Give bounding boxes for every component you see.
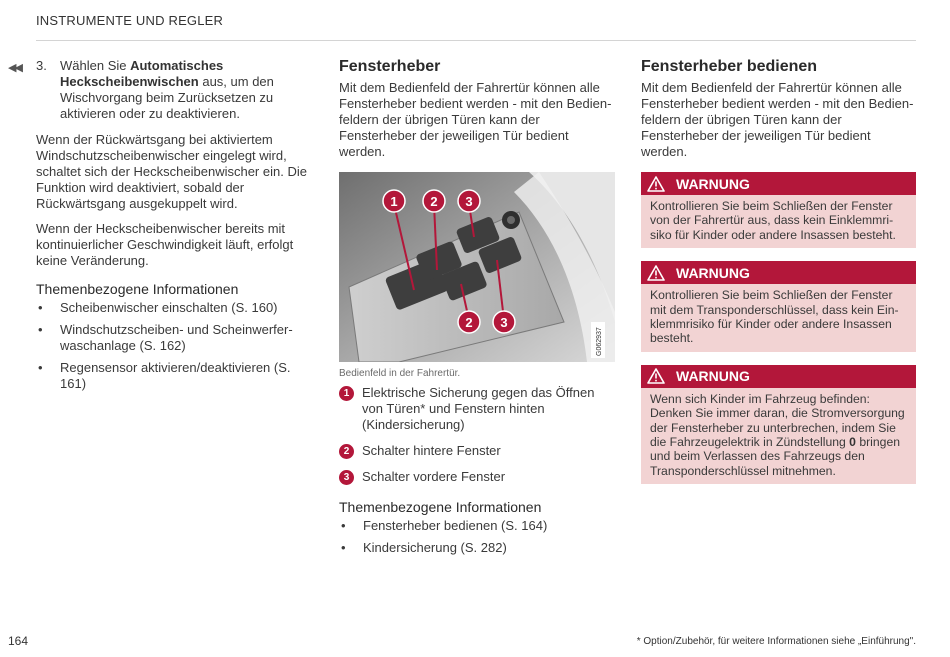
ignition-position: 0 xyxy=(849,435,856,450)
warning-triangle-icon xyxy=(647,265,665,281)
figure-caption: Bedienfeld in der Fahrertür. xyxy=(339,368,461,379)
warning-box xyxy=(641,365,916,484)
header-divider xyxy=(36,40,916,41)
warning-header xyxy=(641,365,916,388)
warning-text xyxy=(641,388,916,484)
related-link[interactable]: • Regensensor aktivieren/deaktivieren (S. 161) xyxy=(36,360,308,392)
legend-item xyxy=(339,385,617,433)
legend-number-badge: 1 xyxy=(339,386,354,401)
column-right xyxy=(641,58,916,484)
step-text-before: Wählen Sie xyxy=(60,58,131,73)
legend-item xyxy=(339,469,617,485)
warning-triangle-icon xyxy=(647,368,665,384)
svg-text:3: 3 xyxy=(465,194,473,209)
related-info-heading: Themenbezogene Informationen xyxy=(36,281,239,297)
page-header-title: INSTRUMENTE UND REGLER xyxy=(36,13,224,28)
callout-marker-3-lower xyxy=(493,311,515,333)
svg-text:2: 2 xyxy=(430,194,438,209)
door-panel-figure xyxy=(339,172,615,362)
warning-header xyxy=(641,261,916,284)
column-middle xyxy=(339,58,617,562)
related-info-list xyxy=(36,300,308,392)
warning-title: WARNUNG xyxy=(676,368,750,385)
warning-text-after: bringen und beim Verlassen des Fahrzeugs den Transponderschlüssel mitnehmen. xyxy=(650,435,900,478)
step-option-name: Automatisches Heckscheibenwischen xyxy=(60,58,224,89)
callout-marker-1 xyxy=(383,190,405,212)
related-info-heading: Themenbezogene Informationen xyxy=(339,499,542,515)
svg-text:3: 3 xyxy=(500,315,508,330)
figure-legend xyxy=(339,385,617,485)
legend-text: Schalter vordere Fenster xyxy=(362,469,506,484)
warning-title: WARNUNG xyxy=(676,175,750,192)
figure-code: G062937 xyxy=(596,327,603,356)
door-panel-illustration xyxy=(339,172,615,362)
warning-header xyxy=(641,172,916,195)
column-left xyxy=(36,58,308,398)
warning-text-before: Wenn sich Kinder im Fahrzeug befinden: Denken Sie immer daran, die Stromversorgung der Fensterheber zu unterbrechen, indem Sie die Fahrzeugelektrik in Zündstellung xyxy=(650,391,905,450)
step-3 xyxy=(36,58,308,122)
step-number: 3. xyxy=(36,58,47,73)
legend-number-badge: 3 xyxy=(339,470,354,485)
related-link[interactable]: • Kindersicherung (S. 282) xyxy=(339,540,617,556)
legend-text: Elektrische Sicherung gegen das Öffnen von Türen* und Fenstern hinten (Kindersicherung) xyxy=(362,385,595,432)
related-info-list xyxy=(339,518,617,556)
svg-text:2: 2 xyxy=(465,315,473,330)
paragraph-reverse-gear: Wenn der Rückwärtsgang bei aktiviertem Windschutzscheibenwischer eingelegt wird, schaltet sich der Heckscheibenwischer ein. Die Funktion wird deaktiviert, sobald der Rückwärtsgang ausgekuppelt wird. xyxy=(36,132,307,211)
section-intro: Mit dem Bedienfeld der Fahrertür können alle Fensterheber bedient werden - mit den Bedienfeldern der übrigen Türen kann der Fensterheber der jeweiligen Tür bedient werden. xyxy=(339,80,612,159)
section-heading-fensterheber-bedienen: Fensterheber bedienen xyxy=(641,58,818,75)
callout-marker-3 xyxy=(458,190,480,212)
warning-text: Kontrollieren Sie beim Schließen der Fenster von der Fahrertür aus, dass kein Einklemmrisiko für Kinder oder andere Insassen besteht. xyxy=(650,199,896,242)
back-arrows-icon[interactable]: ◀◀ xyxy=(8,62,21,74)
warning-box xyxy=(641,261,916,352)
callout-marker-2-lower xyxy=(458,311,480,333)
section-intro: Mit dem Bedienfeld der Fahrertür können alle Fensterheber bedient werden - mit den Bedienfeldern der übrigen Türen kann der Fensterheber der jeweiligen Tür bedient werden. xyxy=(641,80,914,159)
section-heading-fensterheber: Fensterheber xyxy=(339,58,441,75)
footnote: * Option/Zubehör, für weitere Informationen siehe „Einführung". xyxy=(636,636,916,647)
paragraph-continuous-speed: Wenn der Heckscheibenwischer bereits mit kontinuierlicher Geschwindigkeit läuft, erfolgt keine Veränderung. xyxy=(36,221,294,268)
related-link[interactable]: • Fensterheber bedienen (S. 164) xyxy=(339,518,617,534)
warning-text: Kontrollieren Sie beim Schließen der Fenster mit dem Transponderschlüssel, dass kein Einklemmrisiko für Kinder oder andere Insassen besteht. xyxy=(650,288,899,346)
legend-text: Schalter hintere Fenster xyxy=(362,443,501,458)
step-text-after: aus, um den Wischvorgang beim Zurücksetzen zu aktivieren oder zu deaktivieren. xyxy=(60,74,274,121)
related-link[interactable]: • Scheibenwischer einschalten (S. 160) xyxy=(36,300,308,316)
svg-text:1: 1 xyxy=(390,194,398,209)
page-number: 164 xyxy=(8,634,29,648)
legend-number-badge: 2 xyxy=(339,444,354,459)
callout-marker-2 xyxy=(423,190,445,212)
warning-box xyxy=(641,172,916,248)
legend-item xyxy=(339,443,617,459)
related-link[interactable]: • Windschutzscheiben- und Scheinwerferwaschanlage (S. 162) xyxy=(36,322,308,354)
warning-triangle-icon xyxy=(647,176,665,192)
warning-title: WARNUNG xyxy=(676,264,750,281)
